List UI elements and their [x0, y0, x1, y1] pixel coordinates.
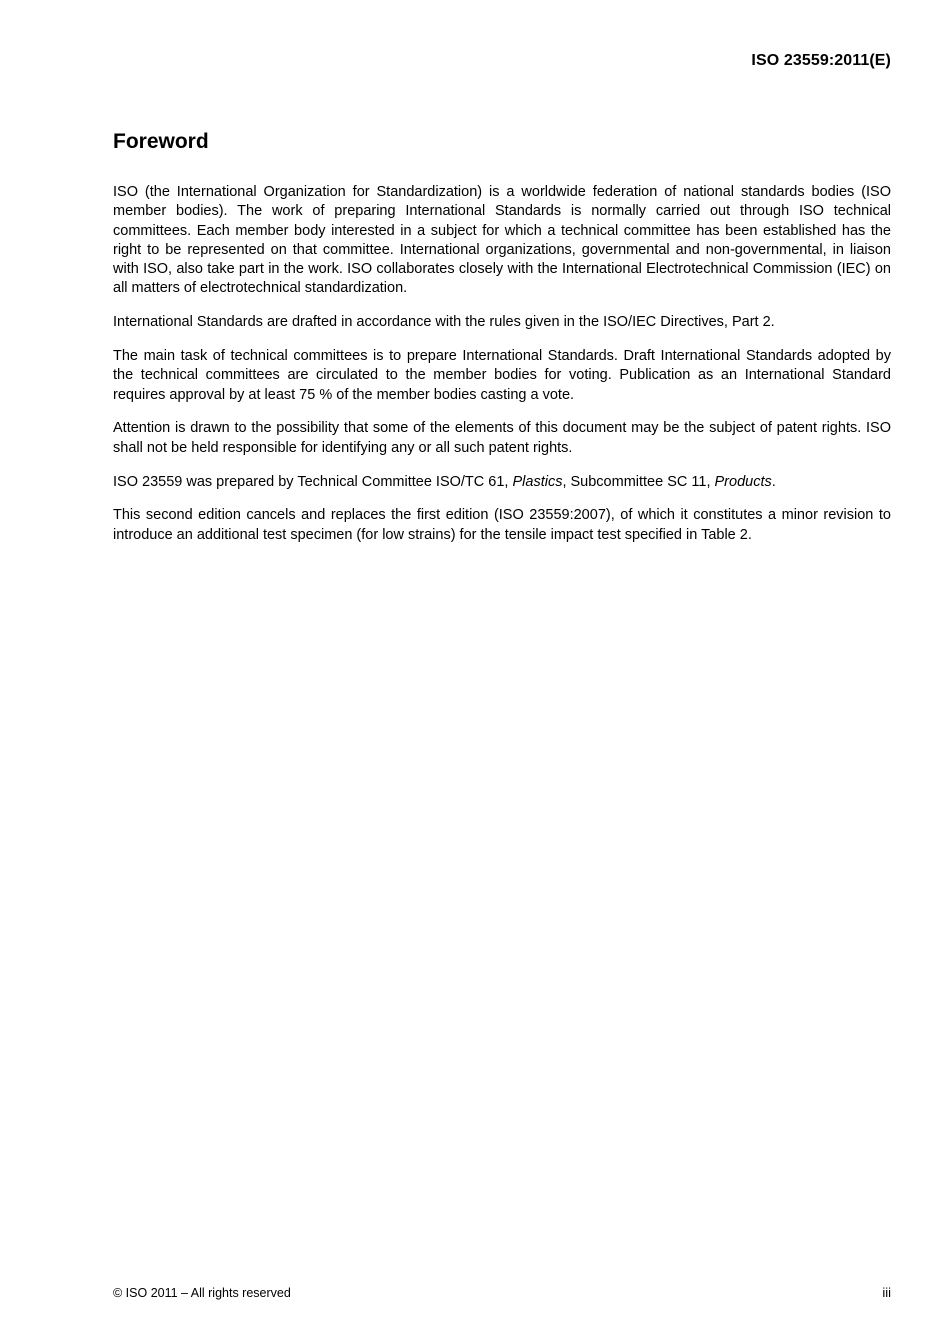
paragraph-edition-note: This second edition cancels and replaces the first edition (ISO 23559:2007), of which it constitutes a minor revision to introduce an additional test specimen (for low strains) for the tensile impact test specified in Table 2. — [113, 507, 891, 543]
paragraph-prepared-by — [113, 473, 891, 492]
paragraph-directives: International Standards are drafted in accordance with the rules given in the ISO/IEC Directives, Part 2. — [113, 314, 775, 331]
page-title: Foreword — [113, 130, 209, 153]
prepared-by-text-2: , Subcommittee SC 11, — [562, 473, 715, 490]
footer-page-number: iii — [882, 1285, 891, 1300]
prepared-by-committee-name: Plastics — [512, 473, 563, 490]
document-id-header: ISO 23559:2011(E) — [751, 52, 891, 69]
paragraph-committee-task: The main task of technical committees is to prepare International Standards. Draft International Standards adopted by the technical committees are circulated to the member bodies for voting. Publication as an International Standard requires approval by at least 75 % of the member bodies casting a vote. — [113, 348, 891, 403]
paragraph-patent-rights: Attention is drawn to the possibility that some of the elements of this document may be the subject of patent rights. ISO shall not be held responsible for identifying any or all such patent rights. — [113, 420, 891, 456]
prepared-by-text-3: . — [771, 473, 776, 490]
prepared-by-text-1: ISO 23559 was prepared by Technical Committee ISO/TC 61, — [113, 473, 513, 490]
paragraph-iso-federation: ISO (the International Organization for Standardization) is a worldwide federation of national standards bodies (ISO member bodies). The work of preparing International Standards is normally carried out through ISO technical committees. Each member body interested in a subject for which a technical committee has been established has the right to be represented on that committee. International organizations, governmental and non-governmental, in liaison with ISO, also take part in the work. ISO collaborates closely with the International Electrotechnical Commission (IEC) on all matters of electrotechnical standardization. — [113, 184, 891, 297]
footer-copyright: © ISO 2011 – All rights reserved — [113, 1286, 291, 1300]
foreword-body — [113, 183, 891, 559]
prepared-by-subcommittee-name: Products — [714, 473, 772, 490]
